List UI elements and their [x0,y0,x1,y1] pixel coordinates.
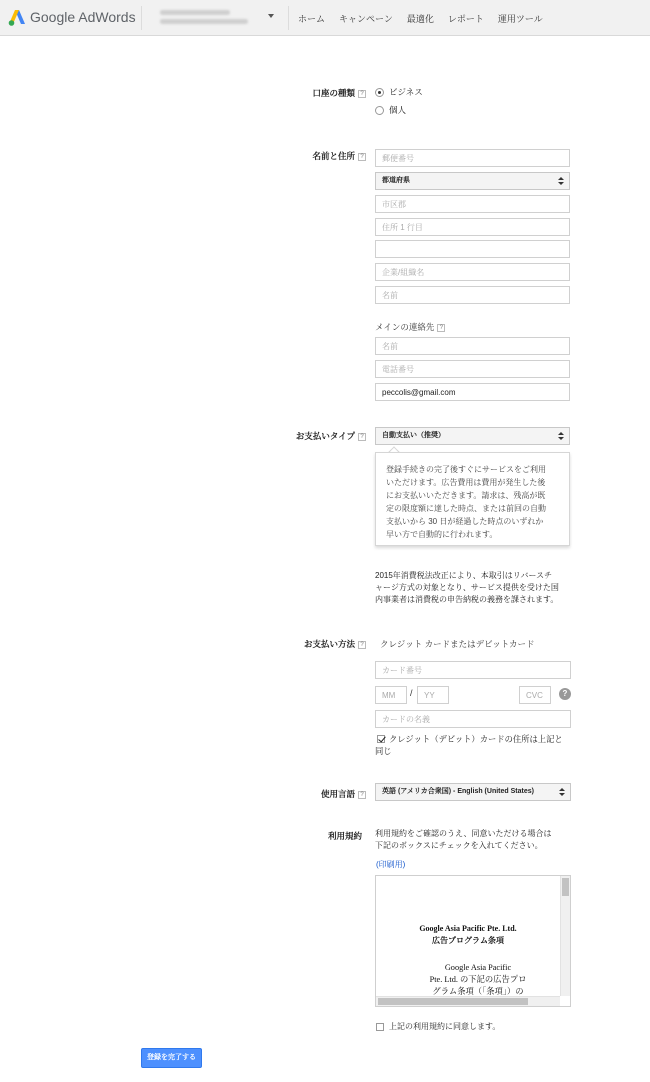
name-input[interactable] [375,286,570,304]
help-icon[interactable]: ? [437,324,445,332]
horizontal-scrollbar[interactable] [376,996,560,1006]
address-line2-input[interactable] [375,240,570,258]
cvc-help-icon[interactable]: ? [559,688,571,700]
card-holder-input[interactable] [375,710,571,728]
address-line1-input[interactable] [375,218,570,236]
city-input[interactable] [375,195,570,213]
top-bar [0,0,650,36]
expiry-month-input[interactable] [375,686,407,704]
company-input[interactable] [375,263,570,281]
divider [288,6,289,30]
agree-terms-checkbox[interactable] [376,1023,384,1031]
terms-intro [375,828,575,852]
nav-optimize[interactable]: 最適化 [406,14,434,24]
terms-document-frame[interactable] [375,875,571,1007]
tax-note-line: 2015年消費税法改正により、本取引はリバースチ [375,571,552,580]
same-address-checkbox[interactable] [377,735,385,743]
expiry-year-input[interactable] [417,686,449,704]
vertical-scrollbar[interactable] [560,876,570,996]
tooltip-line: 定の限度額に達した時点、または前回の自動 [386,504,546,513]
phone-input[interactable] [375,360,570,378]
scrollbar-thumb[interactable] [378,998,528,1005]
nav-tools[interactable]: 運用ツール [497,14,543,24]
radio-label: ビジネス [389,87,423,97]
terms-intro-line: 利用規約をご確認のうえ、同意いただける場合は [375,829,552,838]
terms-body-line: Google Asia Pacific [444,963,512,972]
print-link[interactable]: (印刷用) [376,860,406,869]
prefecture-select[interactable]: 都道府県 [375,172,570,190]
tooltip-line: いただけます。広告費用は費用が発生した後 [386,478,546,487]
terms-title: 広告プログラム条項 [432,936,504,945]
terms-body-line: Pte. Ltd. の下記の広告プロ [429,975,527,984]
brand-name[interactable]: Google AdWords [30,9,136,25]
nav-home[interactable]: ホーム [298,14,326,24]
name-address-label: 名前と住所 ? [312,150,366,162]
radio-button-checked[interactable] [375,88,384,97]
help-icon[interactable]: ? [358,791,366,799]
contact-name-input[interactable] [375,337,570,355]
date-separator: / [410,688,413,698]
card-number-input[interactable] [375,661,571,679]
select-arrows-icon [558,176,564,186]
terms-body-line: グラム条項（「条項」）の [432,987,524,996]
nav-campaigns[interactable]: キャンペーン [339,14,393,24]
language-select[interactable]: 英語 (アメリカ合衆国) - English (United States) [375,783,571,801]
help-icon[interactable]: ? [358,90,366,98]
email-input[interactable] [375,383,570,401]
radio-business[interactable] [375,86,423,98]
postal-code-input[interactable] [375,149,570,167]
terms-document [376,876,560,996]
account-name-blurred[interactable] [160,10,252,26]
language-label: 使用言語 ? [321,788,366,800]
terms-label: 利用規約 [327,831,362,841]
same-address-text-cont: 同じ [375,746,392,756]
nav-reports[interactable]: レポート [447,14,484,24]
radio-personal[interactable] [375,104,406,116]
help-icon[interactable]: ? [358,641,366,649]
tooltip-line: 登録手続きの完了後すぐにサービスをご利用 [386,465,546,474]
tooltip-line: 早い方で自動的に行われます。 [386,530,498,539]
account-switcher-chevron-down-icon[interactable] [268,14,274,18]
terms-body [408,962,548,998]
agree-terms-text: 上記の利用規約に同意します。 [389,1022,501,1031]
payment-type-label: お支払いタイプ ? [296,430,366,442]
same-address-text [389,733,579,745]
payment-method-label: お支払い方法 ? [304,638,366,650]
adwords-logo-icon[interactable] [8,9,26,27]
account-type-label: 口座の種類 ? [312,87,366,99]
main-nav [298,12,543,25]
tax-note-line: ャージ方式の対象となり、サービス提供を受けた国 [375,583,559,592]
payment-type-tooltip [375,452,570,546]
complete-registration-button[interactable]: 登録を完了する [141,1048,202,1068]
radio-button[interactable] [375,106,384,115]
select-arrows-icon [558,431,564,441]
same-address-line: クレジット（デビット）カードの住所は上記と [389,734,563,744]
help-icon[interactable]: ? [358,433,366,441]
tax-note-line: 内事業者は消費税の申告納税の義務を課されます。 [375,595,559,604]
cvc-input[interactable] [519,686,551,704]
payment-type-select[interactable]: 自動支払い（推奨） [375,427,570,445]
main-contact-label: メインの連絡先 ? [375,321,445,333]
terms-company: Google Asia Pacific Pte. Ltd. [419,924,517,933]
terms-intro-line: 下記のボックスにチェックを入れてください。 [375,841,543,850]
tooltip-line: にお支払いいただきます。請求は、残高が既 [386,491,546,500]
select-arrows-icon [559,787,565,797]
payment-method-text: クレジット カードまたはデビットカード [380,639,535,649]
scrollbar-thumb[interactable] [562,878,569,896]
tax-note [375,570,575,606]
help-icon[interactable]: ? [358,153,366,161]
divider [141,6,142,30]
tooltip-line: 支払いから 30 日が経過した時点のいずれか [386,517,544,526]
radio-label: 個人 [389,105,407,115]
